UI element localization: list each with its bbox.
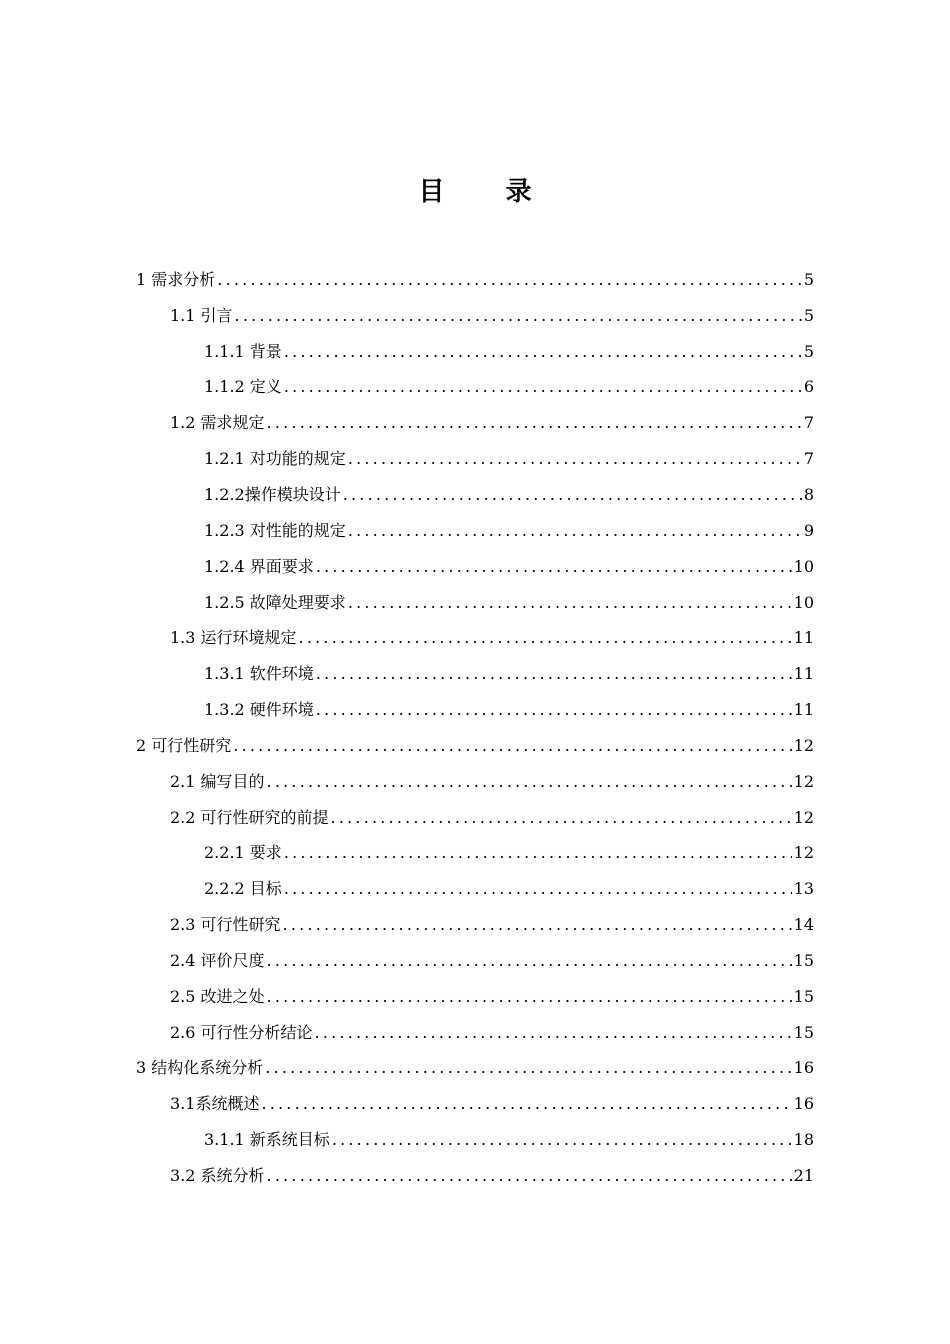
- toc-entry-title: 3.1系统概述: [170, 1094, 260, 1114]
- toc-entry-title: 1 需求分析: [136, 269, 216, 289]
- toc-entry[interactable]: [0, 728, 950, 764]
- toc-entry-title: 3 结构化系统分析: [136, 1058, 264, 1078]
- toc-page-number: 5: [803, 341, 814, 361]
- toc-entry[interactable]: [0, 943, 950, 979]
- toc-dot-leader: [343, 485, 802, 505]
- toc-dot-leader: [267, 951, 792, 971]
- toc-dot-leader: [316, 557, 792, 577]
- toc-entry[interactable]: [0, 298, 950, 334]
- toc-entry-title: 2.2.1 要求: [204, 843, 282, 863]
- toc-entry[interactable]: [0, 477, 950, 513]
- toc-page-number: 12: [793, 807, 814, 827]
- toc-dot-leader: [284, 843, 792, 863]
- toc-entry[interactable]: [0, 513, 950, 549]
- toc-page-number: 16: [793, 1058, 814, 1078]
- toc-entry-title: 1.2.5 故障处理要求: [204, 592, 346, 612]
- toc-entry-title: 1.3.2 硬件环境: [204, 700, 314, 720]
- toc-page-number: 13: [793, 879, 814, 899]
- toc-entry-title: 1.2.3 对性能的规定: [204, 520, 346, 540]
- toc-page-number: 8: [803, 484, 814, 504]
- toc-entry-title: 1.3.1 软件环境: [204, 664, 314, 684]
- toc-entry[interactable]: [0, 585, 950, 621]
- toc-entry[interactable]: [0, 441, 950, 477]
- toc-page-number: 9: [803, 520, 814, 540]
- toc-entry-title: 2.1 编写目的: [170, 771, 265, 791]
- toc-entry[interactable]: [0, 1158, 950, 1194]
- toc-entry-title: 1.2.2操作模块设计: [204, 484, 341, 504]
- toc-entry[interactable]: [0, 1122, 950, 1158]
- toc-entry[interactable]: [0, 405, 950, 441]
- toc-entry[interactable]: [0, 549, 950, 585]
- toc-dot-leader: [316, 664, 792, 684]
- toc-entry-title: 3.2 系统分析: [170, 1166, 265, 1186]
- toc-dot-leader: [348, 593, 792, 613]
- toc-entry-title: 1.3 运行环境规定: [170, 628, 297, 648]
- toc-dot-leader: [284, 342, 802, 362]
- toc-entry-title: 1.1.2 定义: [204, 377, 282, 397]
- toc-page-number: 15: [793, 950, 814, 970]
- toc-page-number: 5: [803, 305, 814, 325]
- toc-entry-title: 1.2.1 对功能的规定: [204, 449, 346, 469]
- toc-entry[interactable]: [0, 907, 950, 943]
- toc-entry[interactable]: [0, 800, 950, 836]
- toc-entry[interactable]: [0, 1086, 950, 1122]
- toc-entry-title: 2.2 可行性研究的前提: [170, 807, 329, 827]
- toc-dot-leader: [284, 879, 792, 899]
- toc-page-number: 10: [793, 592, 814, 612]
- toc-dot-leader: [217, 270, 802, 290]
- toc-page-number: 21: [793, 1166, 814, 1186]
- toc-dot-leader: [331, 808, 792, 828]
- toc-entry-title: 2.3 可行性研究: [170, 915, 281, 935]
- toc-entry-title: 2 可行性研究: [136, 735, 232, 755]
- toc-entry-title: 2.4 评价尺度: [170, 950, 265, 970]
- toc-entry-title: 1.1.1 背景: [204, 341, 282, 361]
- toc-entry[interactable]: [0, 370, 950, 406]
- toc-entry[interactable]: [0, 334, 950, 370]
- table-of-contents: [0, 262, 950, 1194]
- toc-dot-leader: [267, 987, 792, 1007]
- toc-page-number: 5: [803, 269, 814, 289]
- toc-entry-title: 2.5 改进之处: [170, 986, 265, 1006]
- toc-dot-leader: [267, 413, 802, 433]
- toc-entry-title: 2.2.2 目标: [204, 879, 282, 899]
- toc-entry[interactable]: [0, 262, 950, 298]
- toc-dot-leader: [332, 1130, 792, 1150]
- toc-page-number: 7: [803, 449, 814, 469]
- toc-page-number: 15: [793, 986, 814, 1006]
- toc-dot-leader: [233, 736, 791, 756]
- toc-entry-title: 2.6 可行性分析结论: [170, 1022, 313, 1042]
- toc-entry[interactable]: [0, 692, 950, 728]
- toc-page-number: 12: [793, 771, 814, 791]
- toc-entry[interactable]: [0, 620, 950, 656]
- toc-entry[interactable]: [0, 979, 950, 1015]
- toc-entry-title: 1.2.4 界面要求: [204, 556, 314, 576]
- toc-page-number: 6: [803, 377, 814, 397]
- toc-page-number: 16: [793, 1094, 814, 1114]
- toc-entry-title: 1.1 引言: [170, 305, 233, 325]
- toc-dot-leader: [348, 521, 802, 541]
- toc-entry-title: 3.1.1 新系统目标: [204, 1130, 330, 1150]
- toc-dot-leader: [284, 377, 802, 397]
- toc-entry[interactable]: [0, 871, 950, 907]
- toc-page-number: 7: [803, 413, 814, 433]
- toc-dot-leader: [235, 306, 802, 326]
- toc-entry[interactable]: [0, 764, 950, 800]
- toc-page-number: 11: [793, 700, 814, 720]
- toc-page-number: 14: [793, 915, 814, 935]
- toc-dot-leader: [267, 772, 792, 792]
- toc-dot-leader: [316, 700, 792, 720]
- toc-dot-leader: [315, 1023, 792, 1043]
- toc-dot-leader: [283, 915, 792, 935]
- toc-dot-leader: [261, 1094, 791, 1114]
- toc-page-number: 11: [793, 628, 814, 648]
- toc-dot-leader: [348, 449, 802, 469]
- toc-entry-title: 1.2 需求规定: [170, 413, 265, 433]
- toc-page-number: 12: [793, 735, 814, 755]
- toc-entry[interactable]: [0, 1015, 950, 1051]
- page-title: 目 录: [418, 177, 558, 207]
- toc-dot-leader: [265, 1058, 791, 1078]
- toc-dot-leader: [267, 1166, 792, 1186]
- toc-page-number: 18: [793, 1130, 814, 1150]
- toc-dot-leader: [299, 628, 792, 648]
- toc-entry[interactable]: [0, 836, 950, 872]
- toc-page-number: 12: [793, 843, 814, 863]
- toc-page-number: 10: [793, 556, 814, 576]
- toc-page-number: 11: [793, 664, 814, 684]
- toc-page-number: 15: [793, 1022, 814, 1042]
- toc-entry[interactable]: [0, 656, 950, 692]
- toc-entry[interactable]: [0, 1051, 950, 1087]
